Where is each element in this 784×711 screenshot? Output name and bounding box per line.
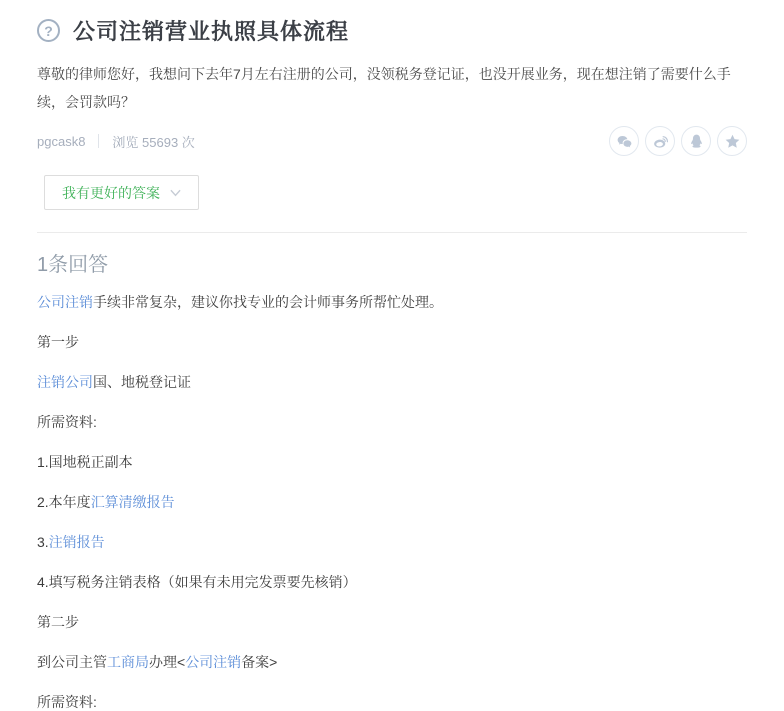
- question-header: [37, 0, 747, 46]
- answer-text: 1.国地税正副本: [37, 454, 133, 470]
- answer-text: 3.: [37, 534, 49, 550]
- answer-text: 第二步: [37, 614, 79, 630]
- link-industry-commerce-bureau[interactable]: 工商局: [107, 654, 149, 670]
- qzone-star-icon: [724, 133, 741, 150]
- answer-text: 到公司主管: [37, 654, 107, 670]
- answer-paragraph: [37, 372, 747, 392]
- qq-icon: [688, 133, 705, 150]
- link-company-cancellation-record[interactable]: 公司注销: [185, 654, 242, 670]
- link-cancel-company[interactable]: 注销公司: [37, 374, 93, 390]
- answer-text: 所需资料:: [37, 694, 97, 710]
- link-company-cancellation[interactable]: 公司注销: [37, 294, 93, 310]
- answer-text: 国、地税登记证: [93, 374, 191, 390]
- view-count: 浏览 55693 次: [112, 134, 195, 150]
- answer-paragraph: [37, 572, 747, 592]
- weibo-share-button[interactable]: [645, 126, 675, 156]
- author-name: pgcask8: [37, 133, 86, 149]
- link-cancellation-report[interactable]: 注销报告: [48, 534, 105, 550]
- chevron-down-icon: [170, 189, 181, 197]
- answer-paragraph: [37, 532, 747, 552]
- answer-paragraph: [37, 292, 747, 312]
- qq-share-button[interactable]: [681, 126, 711, 156]
- answer-text: 手续非常复杂，建议你找专业的会计师事务所帮忙处理。: [93, 294, 443, 310]
- link-tax-settlement-report[interactable]: 汇算清缴报告: [90, 494, 175, 510]
- answer-text: 办理<: [149, 654, 186, 670]
- meta-divider: [98, 134, 99, 148]
- answer-body: [37, 292, 747, 711]
- answer-paragraph: [37, 332, 747, 352]
- question-meta: [37, 125, 747, 157]
- answer-text: 备案>: [241, 654, 278, 670]
- answer-text: 所需资料:: [37, 414, 97, 430]
- answer-paragraph: [37, 612, 747, 632]
- answer-paragraph: [37, 452, 747, 472]
- page-title: 公司注销营业执照具体流程: [73, 19, 350, 44]
- answer-text: 2.本年度: [37, 494, 91, 510]
- weibo-icon: [652, 133, 669, 150]
- wechat-share-button[interactable]: [609, 126, 639, 156]
- qzone-favorite-button[interactable]: [717, 126, 747, 156]
- wechat-icon: [616, 133, 633, 150]
- share-bar: [609, 126, 747, 156]
- better-answer-label: 我有更好的答案: [62, 184, 160, 201]
- answer-paragraph: [37, 652, 747, 672]
- answer-paragraph: [37, 492, 747, 512]
- answers-count-header: 1条回答: [37, 254, 109, 276]
- answer-text: 第一步: [37, 334, 79, 350]
- answer-text: 4.填写税务注销表格（如果有未用完发票要先核销）: [37, 574, 357, 590]
- section-divider: [37, 232, 747, 233]
- answer-paragraph: [37, 412, 747, 432]
- better-answer-button[interactable]: [44, 175, 199, 210]
- question-mark-icon: ?: [37, 19, 60, 42]
- question-body: 尊敬的律师您好，我想问下去年7月左右注册的公司，没领税务登记证，也没开展业务，现在想注销了需要什么手续，会罚款吗？: [37, 66, 731, 110]
- answer-paragraph: [37, 692, 747, 711]
